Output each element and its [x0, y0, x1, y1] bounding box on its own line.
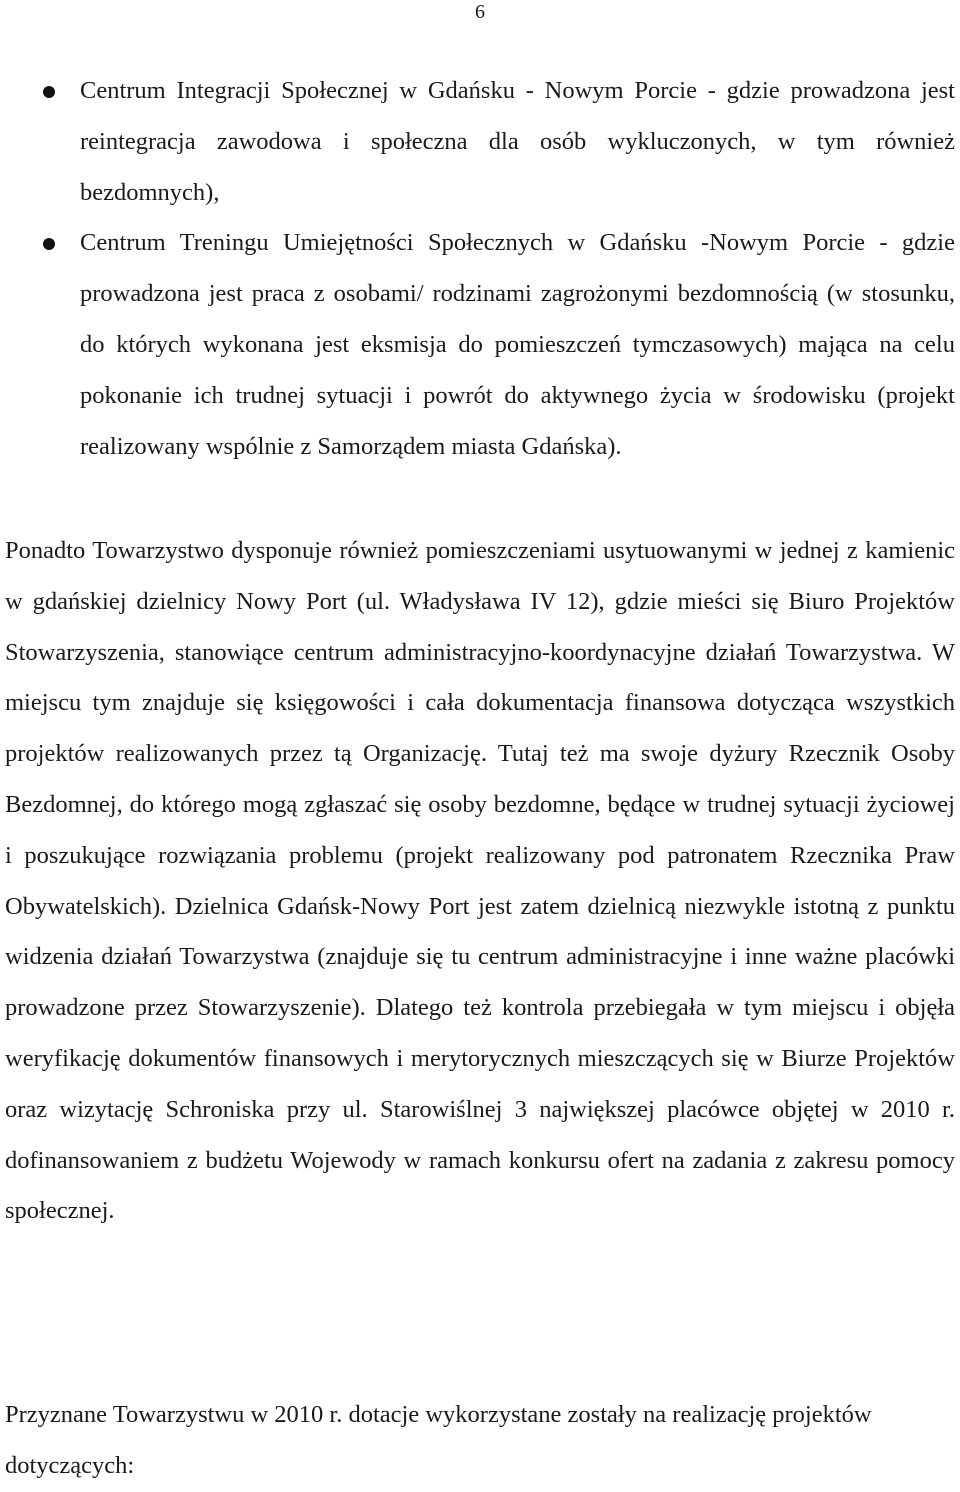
bullet-list [0, 66, 960, 472]
bullet-text: Centrum Treningu Umiejętności Społecznych w Gdańsku -Nowym Porcie - gdzie prowadzona jest praca z osobami/ rodzinami zagrożonymi bezdomnością (w stosunku, do których wykonana jest eksmisja do pomieszczeń tymczasowych) mająca na celu pokonanie ich trudnej sytuacji i powrót do aktywnego życia w środowisku (projekt realizowany wspólnie z Samorządem miasta Gdańska). [80, 229, 955, 460]
body-paragraph: Ponadto Towarzystwo dysponuje również pomieszczeniami usytuowanymi w jednej z kamienic w gdańskiej dzielnicy Nowy Port (ul. Władysława IV 12), gdzie mieści się Biuro Projektów Stowarzyszenia, stanowiące centrum administracyjno-koordynacyjne działań Towarzystwa. W miejscu tym znajduje się księgowości i cała dokumentacja finansowa dotycząca wszystkich projektów realizowanych przez tą Organizację. Tutaj też ma swoje dyżury Rzecznik Osoby Bezdomnej, do którego mogą zgłaszać się osoby bezdomne, będące w trudnej sytuacji życiowej i poszukujące rozwiązania problemu (projekt realizowany pod patronatem Rzecznika Praw Obywatelskich). Dzielnica Gdańsk-Nowy Port jest zatem dzielnicą niezwykle istotną z punktu widzenia działań Towarzystwa (znajduje się tu centrum administracyjne i inne ważne placówki prowadzone przez Stowarzyszenie). Dlatego też kontrola przebiegała w tym miejscu i objęła weryfikację dokumentów finansowych i merytorycznych mieszczących się w Biurze Projektów oraz wizytację Schroniska przy ul. Starowiślnej 3 największej placówce objętej w 2010 r. dofinansowaniem z budżetu Wojewody w ramach konkursu ofert na zadania z zakresu pomocy społecznej. [5, 537, 955, 1225]
list-item [0, 66, 960, 218]
bullet-icon [43, 238, 55, 250]
body-paragraph-closing: Przyznane Towarzystwu w 2010 r. dotacje wykorzystane zostały na realizację projektów dotyczących: [5, 1401, 872, 1479]
bullet-icon [43, 86, 55, 98]
page-number: 6 [475, 1, 485, 23]
list-item [0, 218, 960, 472]
bullet-text: Centrum Integracji Społecznej w Gdańsku - Nowym Porcie - gdzie prowadzona jest reintegracja zawodowa i społeczna dla osób wykluczonych, w tym również bezdomnych), [80, 77, 955, 206]
